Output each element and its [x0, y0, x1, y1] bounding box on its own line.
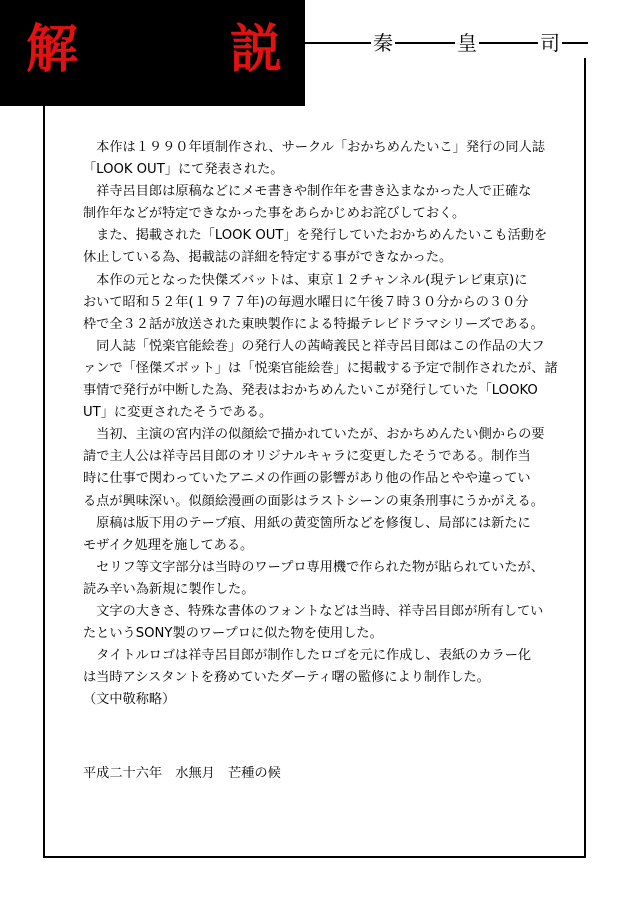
signature-date: 平成二十六年 水無月 芒種の候 [83, 766, 281, 781]
text-line: る点が興味深い。似顔絵漫画の面影はラストシーンの東条刑事にうかがえる。 [83, 493, 544, 509]
commentary-body [83, 137, 563, 711]
text-line: 枠で全３２話が放送された東映製作による特撮テレビドラマシリーズである。 [83, 316, 544, 332]
text-line: 祥寺呂目郎は原稿などにメモ書きや制作年を書き込まなかった人で正確な [83, 184, 532, 200]
text-line: セリフ等文字部分は当時のワープロ専用機で作られた物が貼られていたが、 [83, 559, 544, 575]
text-line: タイトルロゴは祥寺呂目郎が制作したロゴを元に作成し、表紙のカラー化 [83, 648, 532, 664]
text-line: 時に仕事で関わっていたアニメの作画の影響があり他の作品とやや違ってい [83, 471, 531, 487]
text-line: 文字の大きさ、特殊な書体のフォントなどは当時、祥寺呂目郎が所有してい [83, 603, 544, 619]
text-line: 請で主人公は祥寺呂目郎のオリジナルキャラに変更したそうである。制作当 [83, 449, 531, 465]
text-line: ァンで「怪傑ズボット」は「悦楽官能絵巻」に掲載する予定で制作されたが、諸 [83, 360, 558, 376]
text-line: （文中敬称略） [83, 692, 176, 708]
author-char-1: 秦 [373, 31, 393, 55]
text-line: たというSONY製のワープロに似た物を使用した。 [83, 626, 383, 642]
text-line: は当時アシスタントを務めていたダーティ曙の監修により制作した。 [83, 670, 490, 686]
title-char-2: 説 [230, 19, 283, 80]
text-line: 本作は１９９０年頃制作され、サークル「おかちめんたいこ」発行の同人誌 [83, 140, 545, 155]
text-line: 本作の元となった快傑ズバットは、東京１２チャンネル(現テレビ東京)に [83, 272, 528, 288]
text-line: UT」に変更されたそうである。 [83, 405, 273, 421]
text-line: 原稿は版下用のテープ痕、用紙の黄変箇所などを修復し、局部には新たに [83, 515, 531, 531]
text-line: 読み辛い為新規に製作した。 [83, 581, 255, 597]
title-banner [0, 0, 305, 106]
text-line: 当初、主演の宮内洋の似顔絵で描かれていたが、おかちめんたい側からの要 [83, 427, 545, 443]
author-char-3: 司 [540, 31, 560, 55]
author-char-2: 皇 [457, 31, 477, 55]
text-line: また、掲載された「LOOK OUT」を発行していたおかちめんたいこも活動を [83, 228, 548, 244]
text-line: 同人誌「悦楽官能絵巻」の発行人の茜崎義民と祥寺呂目郎はこの作品の大フ [83, 338, 545, 354]
text-line: 制作年などが特定できなかった事をあらかじめお詫びしておく。 [83, 206, 466, 222]
text-line: 休止している為、掲載誌の詳細を特定する事ができなかった。 [83, 250, 453, 266]
title-char-1: 解 [26, 19, 79, 80]
author-line [305, 28, 588, 58]
text-line: モザイク処理を施してある。 [83, 537, 254, 553]
text-line: おいて昭和５２年(１９７７年)の毎週水曜日に午後７時３０分からの３０分 [83, 294, 529, 310]
text-line: 事情で発行が中断した為、発表はおかちめんたいこが発行していた「LOOKO [83, 383, 538, 399]
text-line: 「LOOK OUT」にて発表された。 [83, 162, 284, 178]
